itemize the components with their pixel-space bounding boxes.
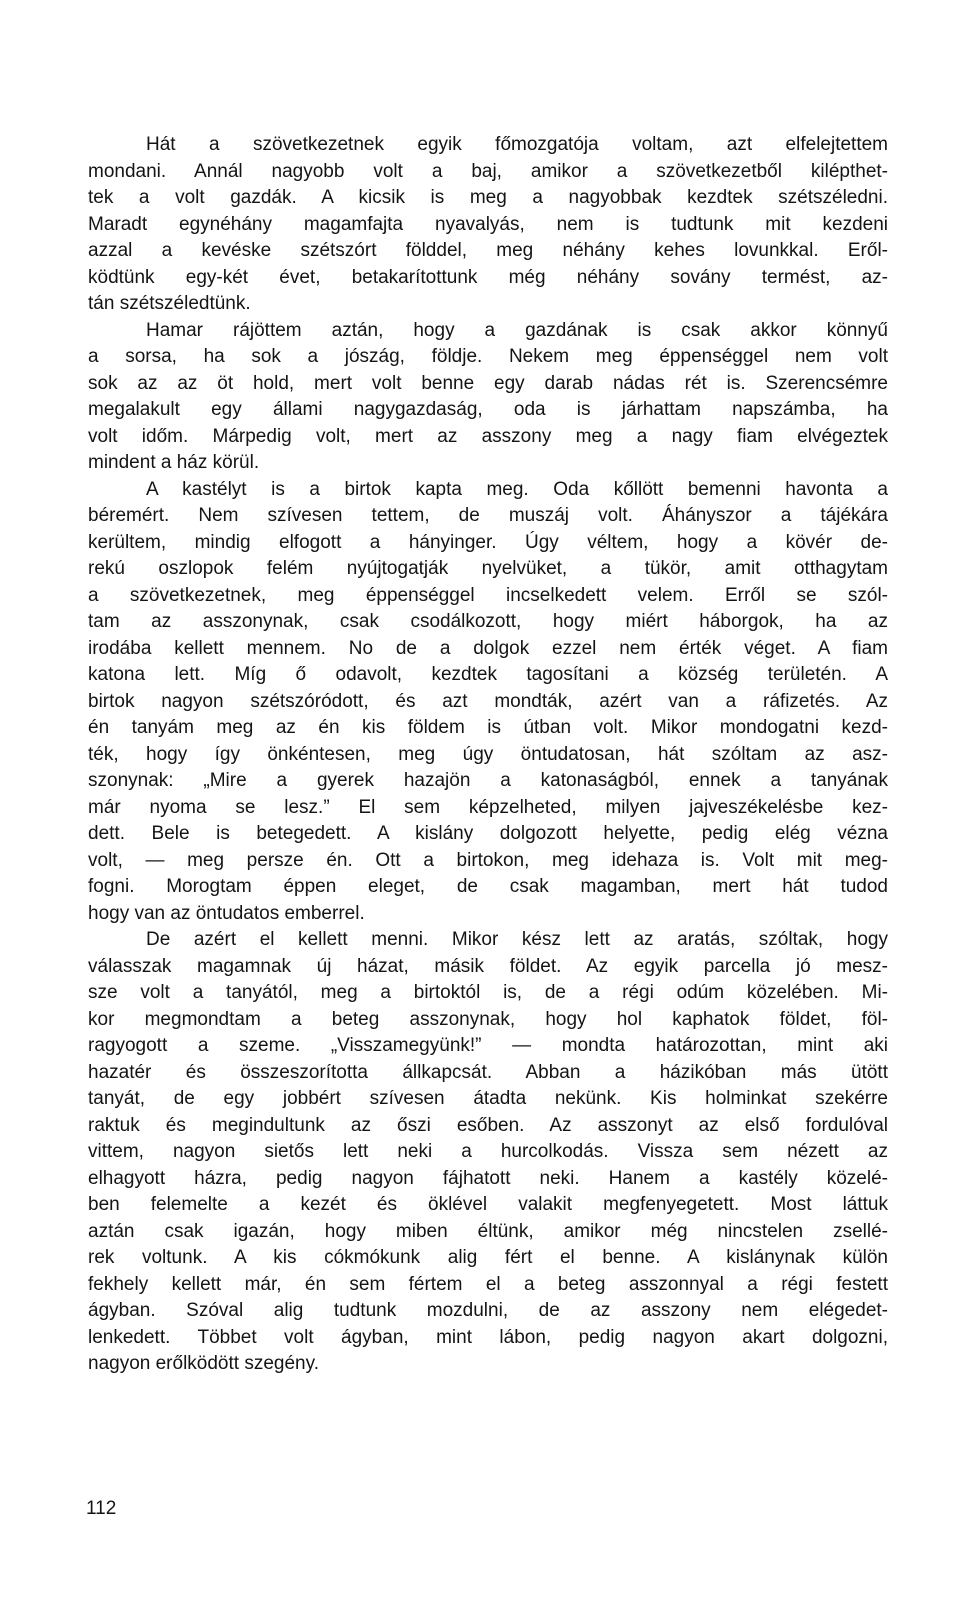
text-line: tanyát, de egy jobbért szívesen átadta nekünk. Kis holminkat szekérre [88, 1088, 888, 1109]
text-line: volt időm. Márpedig volt, mert az asszony meg a nagy fiam elvégeztek [88, 425, 888, 447]
text-line: ben felemelte a kezét és öklével valakit megfenyegetett. Most láttuk [88, 1194, 888, 1215]
text-line: tam az asszonynak, csak csodálkozott, hogy miért háborgok, ha az [88, 611, 888, 632]
text-line: a sorsa, ha sok a jószág, földje. Nekem meg éppenséggel nem volt [88, 346, 888, 367]
text-line: irodába kellett mennem. No de a dolgok ezzel nem érték véget. A fiam [88, 637, 888, 659]
text-line: nagyon erőlködött szegény. [88, 1353, 319, 1374]
text-line: katona lett. Míg ő odavolt, kezdtek tagosítani a község területén. A [88, 664, 888, 685]
text-line: hazatér és összeszorította állkapcsát. Abban a házikóban más ütött [88, 1061, 888, 1083]
text-line: rekú oszlopok felém nyújtogatják nyelvüket, a tükör, amit otthagytam [88, 558, 888, 579]
text-line: ködtünk egy-két évet, betakarítottunk még néhány sovány termést, az- [88, 266, 888, 288]
text-line: A kastélyt is a birtok kapta meg. Oda kőllött bemenni havonta a [146, 478, 888, 500]
text-line: kor megmondtam a beteg asszonynak, hogy hol kaphatok földet, föl- [88, 1008, 888, 1030]
text-line: én tanyám meg az én kis földem is útban volt. Mikor mondogatni kezd- [88, 717, 888, 738]
paragraph [88, 132, 888, 318]
text-line: sok az az öt hold, mert volt benne egy darab nádas rét is. Szerencsémre [88, 372, 888, 394]
text-line: ragyogott a szeme. „Visszamegyünk!” — mondta határozottan, mint aki [88, 1035, 888, 1056]
text-line: rek voltunk. A kis cókmókunk alig fért el benne. A kislánynak külön [88, 1247, 888, 1268]
text-line: dett. Bele is betegedett. A kislány dolgozott helyette, pedig elég vézna [88, 823, 888, 844]
text-line: fekhely kellett már, én sem fértem el a beteg asszonnyal a régi festett [88, 1273, 888, 1295]
text-line: Maradt egynéhány magamfajta nyavalyás, nem is tudtunk mit kezdeni [88, 213, 888, 235]
text-line: megalakult egy állami nagygazdaság, oda is járhattam napszámba, ha [88, 399, 888, 420]
text-line: hogy van az öntudatos emberrel. [88, 902, 365, 924]
text-line: sze volt a tanyától, meg a birtoktól is, de a régi odúm közelében. Mi- [88, 982, 888, 1003]
text-line: aztán csak igazán, hogy miben éltünk, amikor még nincstelen zsellé- [88, 1220, 888, 1242]
text-line: Hát a szövetkezetnek egyik főmozgatója voltam, azt elfelejtettem [146, 134, 888, 155]
text-line: volt, — meg persze én. Ott a birtokon, meg idehaza is. Volt mit meg- [88, 849, 888, 871]
text-line: mindent a ház körül. [88, 452, 260, 473]
paragraph [88, 318, 888, 477]
text-line: Hamar rájöttem aztán, hogy a gazdának is csak akkor könnyű [146, 319, 888, 341]
text-line: mondani. Annál nagyobb volt a baj, amikor a szövetkezetből kilépthet- [88, 160, 888, 182]
text-line: fogni. Morogtam éppen eleget, de csak magamban, mert hát tudod [88, 876, 888, 897]
text-line: már nyoma se lesz.” El sem képzelheted, milyen jajveszékelésbe kez- [88, 796, 888, 818]
text-line: béremért. Nem szívesen tettem, de muszáj volt. Áhányszor a tájékára [88, 505, 888, 526]
paragraph [88, 477, 888, 928]
text-line: ágyban. Szóval alig tudtunk mozdulni, de az asszony nem elégedet- [88, 1300, 888, 1321]
text-line: birtok nagyon szétszóródott, és azt mondták, azért van a ráfizetés. Az [88, 690, 888, 712]
text-line: tek a volt gazdák. A kicsik is meg a nagyobbak kezdtek szétszéledni. [88, 187, 888, 208]
body-text [88, 132, 888, 1378]
text-line: vittem, nagyon sietős lett neki a hurcolkodás. Vissza sem nézett az [88, 1141, 888, 1162]
page-number: 112 [86, 1498, 117, 1519]
text-line: raktuk és megindultunk az őszi esőben. Az asszonyt az első fordulóval [88, 1114, 888, 1136]
text-line: válasszak magamnak új házat, másik földet. Az egyik parcella jó mesz- [88, 955, 888, 977]
text-line: lenkedett. Többet volt ágyban, mint lábon, pedig nagyon akart dolgozni, [88, 1326, 888, 1348]
text-line: elhagyott házra, pedig nagyon fájhatott neki. Hanem a kastély közelé- [88, 1167, 888, 1189]
text-line: szonynak: „Mire a gyerek hazajön a katonaságból, ennek a tanyának [88, 770, 888, 791]
text-line: kerültem, mindig elfogott a hányinger. Úgy véltem, hogy a kövér de- [88, 531, 888, 553]
text-line: azzal a kevéske szétszórt földdel, meg néhány kehes lovunkkal. Eről- [88, 240, 888, 261]
text-line: De azért el kellett menni. Mikor kész lett az aratás, szóltak, hogy [146, 929, 888, 950]
text-line: tán szétszéledtünk. [88, 293, 251, 314]
paragraph [88, 927, 888, 1378]
text-line: a szövetkezetnek, meg éppenséggel incselkedett velem. Erről se szól- [88, 584, 888, 606]
text-line: ték, hogy így önkéntesen, meg úgy öntudatosan, hát szóltam az asz- [88, 743, 888, 765]
